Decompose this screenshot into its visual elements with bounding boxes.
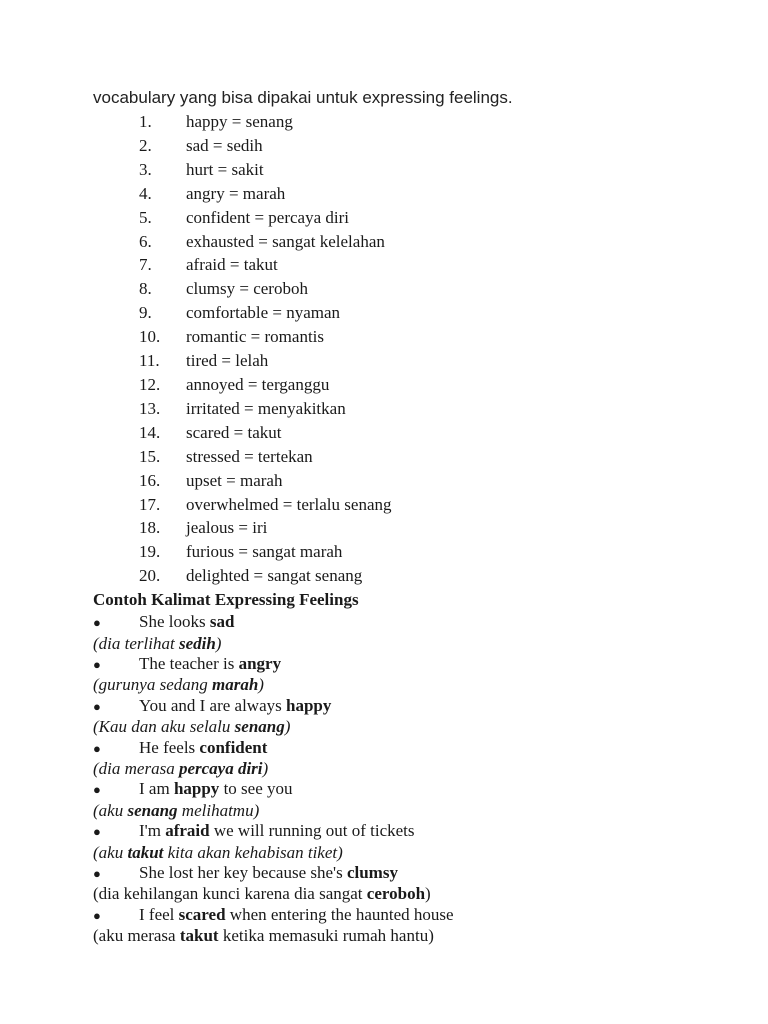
vocab-item <box>93 277 733 301</box>
vocab-number: 2. <box>139 135 152 155</box>
document-page <box>93 86 733 947</box>
vocab-number: 4. <box>139 183 152 203</box>
vocab-term: annoyed = terganggu <box>186 374 330 394</box>
vocabulary-list <box>93 110 733 588</box>
sentence-keyword: happy <box>286 695 332 715</box>
vocab-number: 1. <box>139 112 152 131</box>
sentence-pre: The teacher is <box>139 653 239 673</box>
vocab-item <box>93 445 733 469</box>
vocab-term: afraid = takut <box>186 255 278 275</box>
translation-keyword: senang <box>234 717 285 737</box>
translation-pre: (dia merasa <box>93 758 179 778</box>
vocab-item <box>93 158 733 182</box>
vocab-term: jealous = iri <box>186 518 268 538</box>
vocab-item <box>93 540 733 564</box>
example-translation <box>93 926 733 946</box>
vocab-number: 15. <box>139 446 161 466</box>
sentence-keyword: happy <box>173 779 220 799</box>
sentence-pre: He feels <box>139 737 200 757</box>
vocab-term: exhausted = sangat kelelahan <box>186 231 385 251</box>
vocab-term: stressed = tertekan <box>186 446 313 466</box>
sentence-keyword: angry <box>238 653 282 673</box>
translation-pre: (gurunya sedang <box>93 675 212 695</box>
vocab-term: overwhelmed = terlalu senang <box>186 494 392 514</box>
sentence-keyword: clumsy <box>346 863 398 882</box>
vocab-item <box>93 253 733 277</box>
vocab-term: upset = marah <box>186 470 283 490</box>
vocab-number: 5. <box>139 207 152 227</box>
vocab-number: 17. <box>139 494 161 514</box>
sentence-text <box>139 905 454 925</box>
example-translation <box>93 801 733 821</box>
vocab-item <box>93 230 733 254</box>
vocab-number: 6. <box>139 231 152 251</box>
vocab-item <box>93 206 733 230</box>
bullet-icon: ● <box>93 824 101 840</box>
vocab-item <box>93 493 733 517</box>
bullet-icon: ● <box>93 615 101 631</box>
translation-keyword: percaya diri <box>178 758 263 778</box>
examples-title: Contoh Kalimat Expressing Feelings <box>93 590 359 610</box>
vocab-item <box>93 469 733 493</box>
vocab-number: 20. <box>139 566 161 586</box>
translation-post: ) <box>284 717 291 737</box>
example-sentence <box>93 612 733 633</box>
vocab-number: 12. <box>139 374 161 394</box>
example-translation <box>93 634 733 654</box>
sentence-pre: She lost her key because she's <box>139 863 347 882</box>
bullet-icon: ● <box>93 866 101 881</box>
sentence-pre: You and I are always <box>139 695 286 715</box>
translation-post: ) <box>215 633 222 653</box>
vocab-number: 10. <box>139 327 161 347</box>
sentence-text <box>139 738 267 758</box>
sentence-pre: I am <box>139 779 174 799</box>
translation-pre: (dia kehilangan kunci karena dia sangat <box>93 884 367 904</box>
example-translation <box>93 843 733 863</box>
sentence-text <box>139 821 415 841</box>
translation-keyword: ceroboh <box>366 884 426 904</box>
translation-keyword: sedih <box>178 633 216 653</box>
sentence-pre: I feel <box>139 904 179 924</box>
example-translation <box>93 884 733 904</box>
vocab-item <box>93 301 733 325</box>
translation-keyword: takut <box>127 842 164 862</box>
translation-pre: (aku <box>93 842 128 862</box>
vocab-term: delighted = sangat senang <box>186 566 363 586</box>
sentence-keyword: sad <box>209 612 235 632</box>
sentence-post: we will running out of tickets <box>209 821 415 841</box>
vocab-term: irritated = menyakitkan <box>186 398 346 418</box>
sentence-keyword: afraid <box>165 821 210 841</box>
bullet-icon: ● <box>93 907 101 923</box>
vocab-number: 9. <box>139 303 152 323</box>
vocab-term: angry = marah <box>186 183 286 203</box>
vocab-number: 8. <box>139 279 152 299</box>
vocab-number: 3. <box>139 159 152 179</box>
vocab-number: 14. <box>139 422 161 442</box>
examples-section <box>93 588 733 947</box>
vocab-term: hurt = sakit <box>186 159 264 179</box>
vocab-item <box>93 516 733 540</box>
sentence-keyword: confident <box>199 737 268 757</box>
translation-keyword: marah <box>211 675 259 695</box>
vocab-term: romantic = romantis <box>186 327 325 347</box>
vocab-item <box>93 134 733 158</box>
vocab-item <box>93 397 733 421</box>
vocab-item <box>93 421 733 445</box>
vocab-term: sad = sedih <box>186 135 263 155</box>
bullet-icon: ● <box>93 782 101 798</box>
vocab-item <box>93 182 733 206</box>
vocab-item <box>93 564 733 588</box>
vocab-term: scared = takut <box>186 422 282 442</box>
vocab-term: happy = senang <box>186 112 293 131</box>
example-sentence <box>93 905 733 926</box>
example-sentence <box>93 738 733 759</box>
example-sentence <box>93 654 733 675</box>
example-sentence <box>93 779 733 800</box>
example-sentence <box>93 696 733 717</box>
translation-post: ) <box>262 758 269 778</box>
vocab-term: tired = lelah <box>186 351 269 371</box>
sentence-text <box>139 654 281 674</box>
vocab-number: 18. <box>139 518 161 538</box>
vocab-term: comfortable = nyaman <box>186 303 341 323</box>
translation-post: kita akan kehabisan tiket) <box>163 842 343 862</box>
bullet-icon: ● <box>93 698 101 714</box>
translation-keyword: takut <box>179 926 219 946</box>
sentence-text <box>139 612 234 632</box>
sentence-text <box>139 863 398 883</box>
vocab-item <box>93 349 733 373</box>
intro-text: vocabulary yang bisa dipakai untuk expressing feelings. <box>93 88 513 107</box>
vocab-item <box>93 110 733 134</box>
sentence-post: to see you <box>219 779 293 799</box>
sentence-text <box>139 696 331 716</box>
vocab-term: confident = percaya diri <box>186 207 349 227</box>
sentence-post: when entering the haunted house <box>225 904 454 924</box>
translation-post: ) <box>425 884 431 904</box>
translation-keyword: senang <box>127 800 178 820</box>
sentence-text <box>139 779 293 799</box>
sentence-pre: I'm <box>139 821 166 841</box>
example-sentence <box>93 821 733 842</box>
vocab-number: 16. <box>139 470 161 490</box>
example-translation <box>93 675 733 695</box>
translation-pre: (dia terlihat <box>93 633 179 653</box>
translation-pre: (aku <box>93 800 128 820</box>
vocab-number: 7. <box>139 255 152 275</box>
example-sentence <box>93 863 733 884</box>
vocab-number: 19. <box>139 542 161 562</box>
examples-list <box>93 612 733 947</box>
sentence-keyword: scared <box>178 904 226 924</box>
example-translation <box>93 717 733 737</box>
vocab-number: 13. <box>139 398 161 418</box>
bullet-icon: ● <box>93 740 101 756</box>
example-translation <box>93 759 733 779</box>
translation-post: ketika memasuki rumah hantu) <box>218 926 434 946</box>
vocab-number: 11. <box>139 351 160 371</box>
sentence-pre: She looks <box>139 612 210 632</box>
translation-post: ) <box>258 675 264 695</box>
vocab-term: clumsy = ceroboh <box>186 279 308 299</box>
vocab-term: furious = sangat marah <box>186 542 343 562</box>
translation-post: melihatmu) <box>177 800 260 820</box>
translation-pre: (aku merasa <box>93 926 180 946</box>
vocab-item <box>93 373 733 397</box>
vocab-item <box>93 325 733 349</box>
bullet-icon: ● <box>93 656 101 672</box>
translation-pre: (Kau dan aku selalu <box>93 717 235 737</box>
